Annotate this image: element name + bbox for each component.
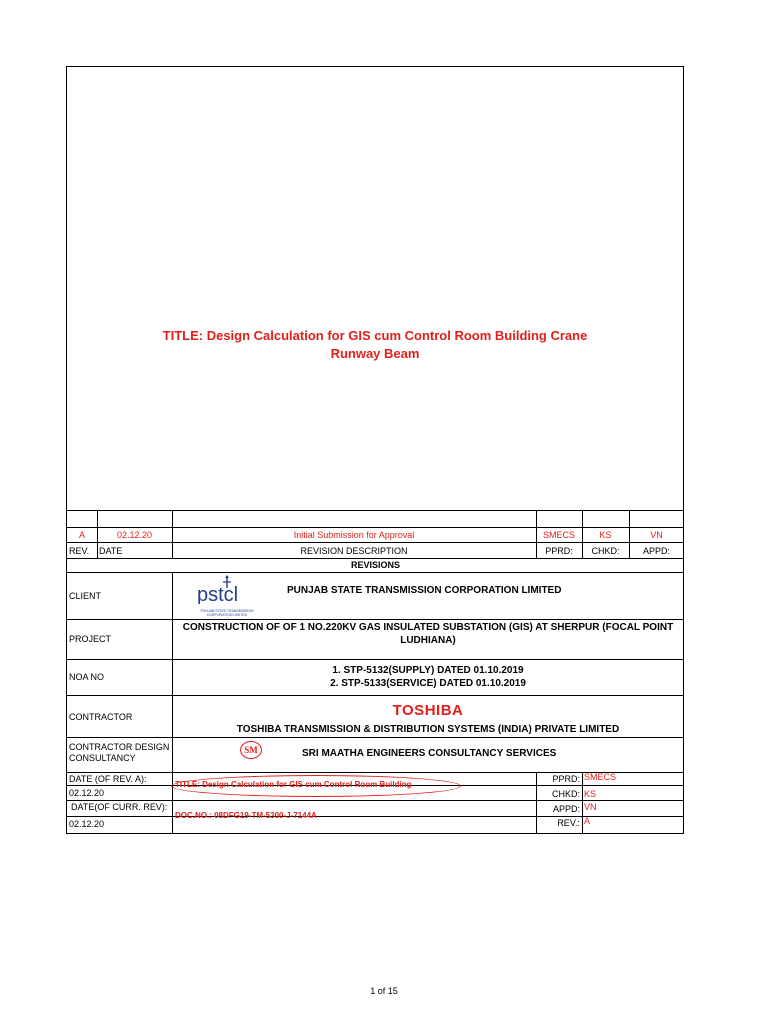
svg-text:pstcl: pstcl (197, 584, 239, 604)
rev-pprd-value: SMECS (542, 530, 575, 540)
grid-line (67, 527, 684, 528)
document-sheet (66, 66, 684, 834)
consultancy-label-line-2: CONSULTANCY (69, 753, 136, 763)
grid-line (67, 542, 684, 543)
noa-values (172, 664, 684, 690)
footer-rev-label: REV.: (557, 818, 580, 828)
footer-chkd-value: KS (584, 789, 597, 799)
header-pprd: PPRD: (545, 546, 573, 556)
footer-appd-label: APPD: (552, 804, 580, 814)
contractor-label: CONTRACTOR (69, 712, 133, 722)
grid-line (67, 619, 684, 620)
grid-line (67, 572, 684, 573)
footer-pprd-label: PPRD: (552, 774, 580, 784)
date-curr-value: 02.12.20 (69, 819, 105, 829)
grid-line (67, 695, 684, 696)
date-curr-label: DATE(OF CURR. REV): (71, 802, 168, 812)
header-appd: APPD: (642, 546, 670, 556)
grid-line (67, 510, 684, 511)
date-rev-value: 02.12.20 (69, 788, 105, 798)
noa-label: NOA NO (69, 672, 105, 682)
project-name-line-2: LUDHIANA) (400, 635, 456, 646)
consultancy-name: SRI MAATHA ENGINEERS CONSULTANCY SERVICES (302, 748, 557, 759)
footer-appd-value: VN (584, 802, 597, 812)
noa-line-1: 1. STP-5132(SUPPLY) DATED 01.10.2019 (332, 665, 524, 676)
client-name: PUNJAB STATE TRANSMISSION CORPORATION LIMITED (287, 585, 562, 596)
rev-appd-value: VN (650, 530, 663, 540)
rev-value: A (78, 530, 85, 540)
title-line-1: TITLE: Design Calculation for GIS cum Control Room Building Crane (162, 328, 588, 343)
rev-description-value: Initial Submission for Approval (293, 530, 415, 540)
footer-title: TITLE: Design Calculation for GIS cum Control Room Building (175, 780, 412, 789)
project-label: PROJECT (69, 634, 112, 644)
revisions-heading: REVISIONS (350, 560, 400, 570)
doc-number: DOC.NO.: 08DFG19-TM-5300-J-7144A (175, 811, 317, 820)
footer-rev-value: A (584, 816, 591, 826)
grid-line (582, 772, 583, 834)
grid-line (172, 772, 173, 834)
noa-line-2: 2. STP-5133(SERVICE) DATED 01.10.2019 (330, 678, 526, 689)
grid-line (67, 816, 684, 817)
header-description: REVISION DESCRIPTION (300, 546, 408, 556)
rev-chkd-value: KS (599, 530, 612, 540)
project-name (172, 621, 684, 647)
consultancy-label (69, 742, 169, 764)
footer-pprd-value: SMECS (584, 772, 617, 782)
sm-logo: SM (240, 741, 262, 759)
pstcl-logo-icon (195, 574, 259, 604)
date-rev-label: DATE (OF REV. A): (69, 774, 147, 784)
page-number: 1 of 15 (370, 986, 398, 996)
contractor-name: TOSHIBA TRANSMISSION & DISTRIBUTION SYSTEMS (INDIA) PRIVATE LIMITED (236, 724, 620, 735)
pstcl-logo (195, 574, 259, 617)
header-rev: REV. (69, 546, 90, 556)
grid-line (67, 737, 684, 738)
header-date: DATE (99, 546, 123, 556)
project-name-line-1: CONSTRUCTION OF OF 1 NO.220KV GAS INSULATED SUBSTATION (GIS) AT SHERPUR (FOCAL POINT (182, 622, 674, 633)
grid-line (67, 800, 684, 801)
pstcl-logo-subtext: PUNJAB STATE TRANSMISSION CORPORATION LIMITED (200, 609, 254, 617)
footer-chkd-label: CHKD: (551, 789, 580, 799)
header-chkd: CHKD: (591, 546, 620, 556)
title-line-2: Runway Beam (330, 346, 420, 361)
grid-line (67, 659, 684, 660)
document-title (67, 327, 683, 363)
grid-line (67, 558, 684, 559)
rev-date-value: 02.12.20 (116, 530, 153, 540)
consultancy-label-line-1: CONTRACTOR DESIGN (69, 742, 170, 752)
toshiba-logo: TOSHIBA (392, 702, 464, 719)
client-label: CLIENT (69, 591, 102, 601)
